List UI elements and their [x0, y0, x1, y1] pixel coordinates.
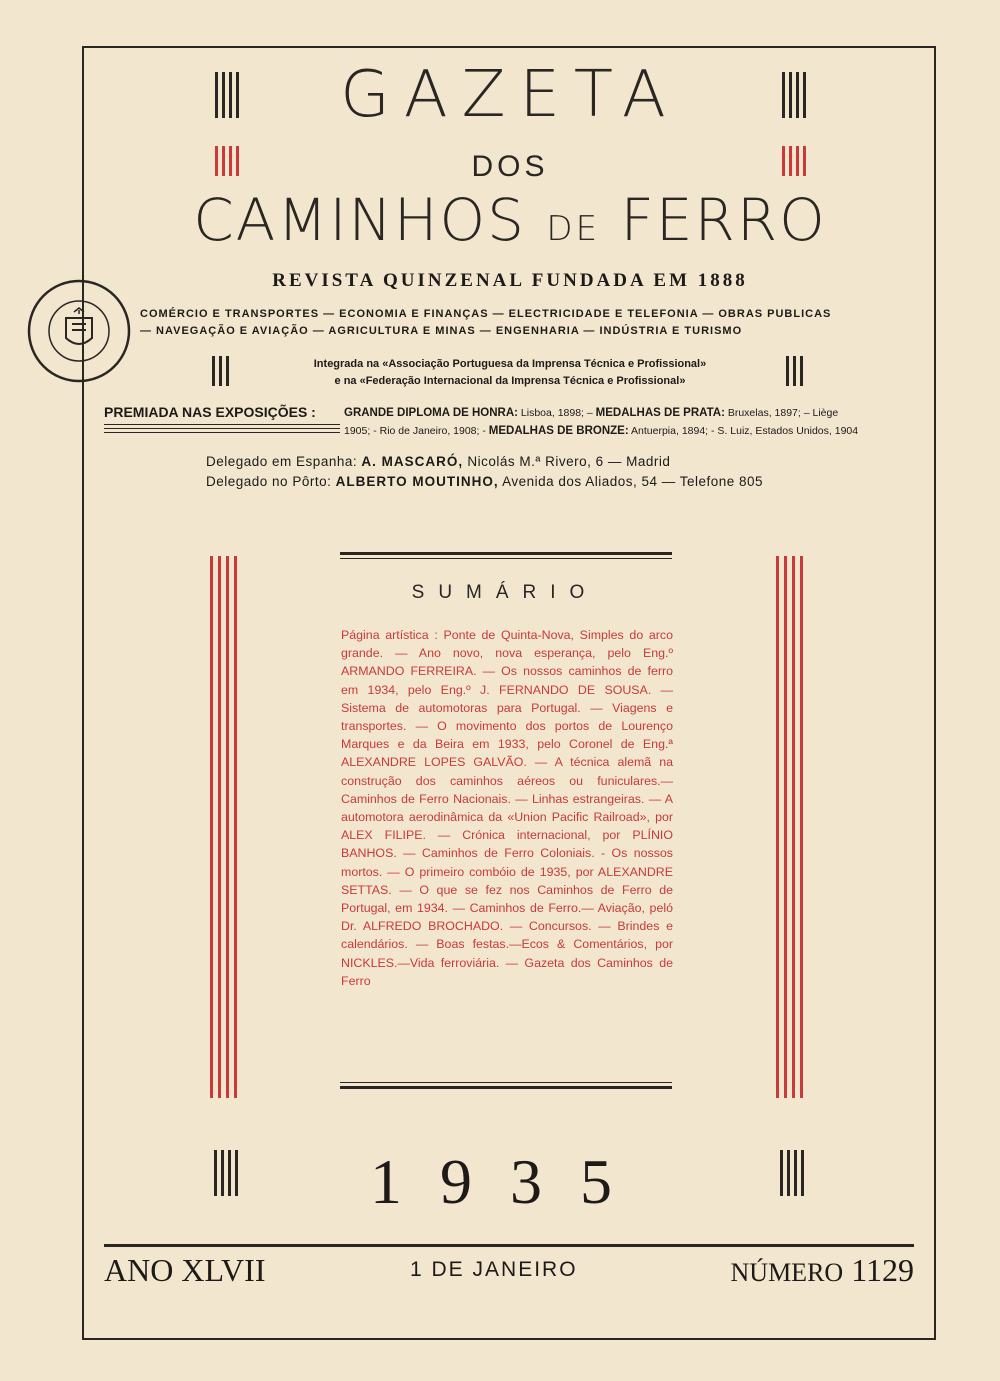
- summary-bars-right: [776, 556, 803, 1098]
- issue-year: 1935: [370, 1146, 650, 1217]
- award-bronze-medals: MEDALHAS DE BRONZE:: [488, 425, 629, 437]
- delegate-porto-name: ALBERTO MOUTINHO,: [335, 474, 499, 489]
- awards-label: PREMIADA NAS EXPOSIÇÕES :: [104, 404, 316, 420]
- award-bronze-medals-places: Antuerpia, 1894; - S. Luiz, Estados Unidos, 1904: [631, 425, 859, 437]
- awards-line-1: [344, 404, 914, 422]
- masthead-word-ferro: FERRO: [620, 186, 827, 254]
- issue-date: 1 DE JANEIRO: [410, 1258, 578, 1281]
- topics-line-1: COMÉRCIO E TRANSPORTES — ECONOMIA E FINANÇAS — ELECTRICIDADE E TELEFONIA — OBRAS PUBLICAS: [140, 308, 832, 320]
- topics-line-2: — NAVEGAÇÃO E AVIAÇÃO — AGRICULTURA E MINAS — ENGENHARIA — INDÚSTRIA E TURISMO: [140, 325, 743, 337]
- awards-text: [344, 404, 914, 440]
- title-bars-left-top: [215, 72, 239, 118]
- masthead-subtitle: REVISTA QUINZENAL FUNDADA EM 1888: [272, 270, 748, 291]
- summary-bars-left: [210, 556, 237, 1098]
- award-silver-medals-places-cont: 1905; - Rio de Janeiro, 1908; -: [344, 425, 486, 437]
- title-bars-left-red: [215, 146, 239, 176]
- delegate-porto: [206, 472, 846, 492]
- issue-number-value: 1129: [851, 1252, 914, 1288]
- issue-info-row: [104, 1252, 914, 1292]
- year-bars-left: [214, 1150, 238, 1196]
- award-silver-medals: MEDALHAS DE PRATA:: [595, 407, 725, 419]
- delegate-spain-address: Nicolás M.ª Rivero, 6 — Madrid: [467, 454, 671, 469]
- masthead-title-dos: DOS: [471, 150, 549, 183]
- summary-title: SUMÁRIO: [411, 582, 599, 603]
- integration-line-1: Integrada na «Associação Portuguesa da Imprensa Técnica e Profissional»: [313, 358, 707, 370]
- summary-top-rule: [340, 552, 672, 555]
- delegate-spain: [206, 452, 846, 472]
- award-grand-diploma: GRANDE DIPLOMA DE HONRA:: [344, 407, 518, 419]
- award-grand-diploma-place: Lisboa, 1898; –: [520, 407, 593, 419]
- delegate-porto-address: Avenida dos Aliados, 54 — Telefone 805: [502, 474, 764, 489]
- masthead-title-gazeta: GAZETA: [340, 58, 680, 132]
- footer-rule: [104, 1244, 914, 1247]
- masthead-word-de: DE: [546, 209, 601, 249]
- integ-bars-right: [786, 356, 803, 386]
- issue-number: [731, 1252, 914, 1289]
- delegates-block: [206, 452, 846, 492]
- topics-list: [140, 306, 880, 340]
- title-bars-right-top: [782, 72, 806, 118]
- masthead-word-caminhos: CAMINHOS: [193, 186, 526, 254]
- awards-line-2: [344, 422, 914, 440]
- title-bars-right-red: [782, 146, 806, 176]
- summary-body: Página artística : Ponte de Quinta-Nova, Simples do arco grande. — Ano novo, nova esperança, pelo Eng.º ARMANDO FERREIRA. — Os nossos caminhos de ferro em 1934, pelo Eng.º J. FERNANDO DE SOUSA. — Sistema de automotoras para Portugal. — Viagens e transportes. — O movimento dos portos de Lourenço Marques e da Beira em 1933, pelo Coronel de Eng.ª ALEXANDRE LOPES GALVÃO. — A técnica alemã na construção dos caminhos aéreos ou funiculares.— Caminhos de Ferro Nacionais. — Linhas estrangeiras. — A automotora aerodinâmica da «Union Pacific Railroad», por ALEX FILIPE. — Crónica internacional, por PLÍNIO BANHOS. — Caminhos de Ferro Coloniais. - Os nossos mortos. — O primeiro combóio de 1935, por ALEXANDRE SETTAS. — O que se fez nos Caminhos de Ferro de Portugal, em 1934. — Caminhos de Ferro.— Aviação, peló Dr. ALFREDO BROCHADO. — Concursos. — Brindes e calendários. — Boas festas.—Ecos & Comentários, por NICKLES.—Vida ferroviária. — Gazeta dos Caminhos de Ferro: [341, 628, 673, 988]
- year-bars-right: [780, 1150, 804, 1196]
- summary-bottom-rule: [340, 1086, 672, 1089]
- summary-top-rule-thin: [340, 558, 672, 559]
- summary-bottom-rule-thin: [340, 1082, 672, 1083]
- library-stamp-icon: [24, 276, 134, 386]
- awards-rules: [104, 424, 340, 436]
- issue-number-label: NÚMERO: [730, 1258, 844, 1287]
- delegate-porto-label: Delegado no Pôrto:: [206, 474, 332, 489]
- integration-note: [250, 356, 770, 390]
- delegate-spain-label: Delegado em Espanha:: [206, 454, 358, 469]
- award-silver-medals-places: Bruxelas, 1897; – Liège: [727, 407, 839, 419]
- delegate-spain-name: A. MASCARÓ,: [361, 454, 464, 469]
- issue-year-volume: ANO XLVII: [104, 1252, 266, 1288]
- integ-bars-left: [212, 356, 229, 386]
- integration-line-2: e na «Federação Internacional da Imprensa Técnica e Profissional»: [334, 375, 686, 387]
- masthead-title-caminhos-de-ferro: [105, 185, 915, 264]
